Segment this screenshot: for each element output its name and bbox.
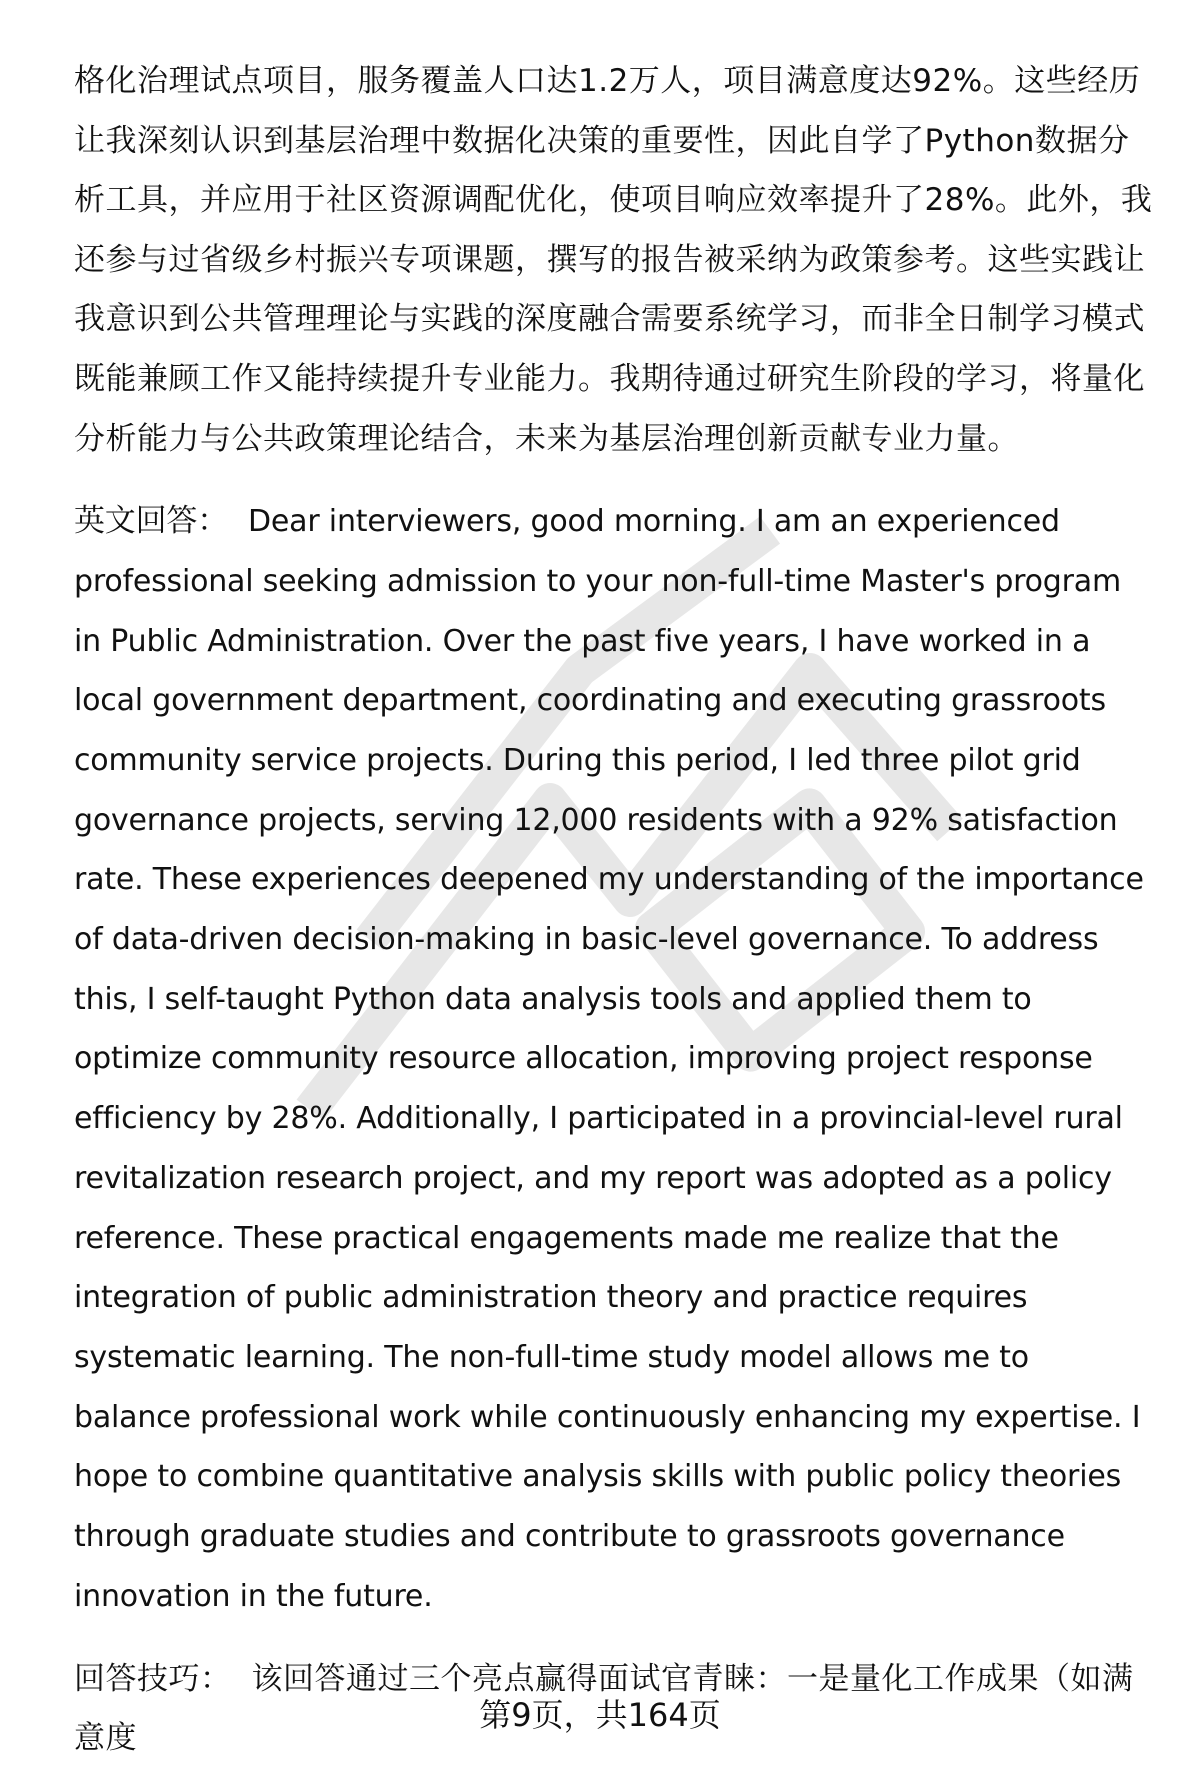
content-area [74,52,1154,1792]
page-number-footer: 第9页，共164页 [479,1696,721,1734]
english-answer-paragraph [74,492,1154,1626]
chinese-answer-paragraph: 格化治理试点项目，服务覆盖人口达1.2万人，项目满意度达92%。这些经历让我深刻认识到基层治理中数据化决策的重要性，因此自学了Python数据分析工具，并应用于社区资源调配优化，使项目响应效率提升了28%。此外，我还参与过省级乡村振兴专项课题，撰写的报告被采纳为政策参考。这些实践让我意识到公共管理理论与实践的深度融合需要系统学习，而非全日制学习模式既能兼顾工作又能持续提升专业能力。我期待通过研究生阶段的学习，将量化分析能力与公共政策理论结合，未来为基层治理创新贡献专业力量。 [74,63,1153,457]
answer-tips-label: 回答技巧： [74,1660,232,1697]
english-answer-text: Dear interviewers, good morning. I am an experienced professional seeking admission to your non-full-time Master's program in Public Administration. Over the past five years, I have worked in a local government department, coordinating and executing grassroots community service projects. During this period, I led three pilot grid governance projects, serving 12,000 residents with a 92% satisfaction rate. These experiences deepened my understanding of the importance of data-driven decision-making in basic-level governance. To address this, I self-taught Python data analysis tools and applied them to optimize community resource allocation, improving project response efficiency by 28%. Additionally, I participated in a provincial-level rural revitalization research project, and my report was adopted as a policy reference. These practical engagements made me realize that the integration of public administration theory and practice requires systematic learning. The non-full-time study model allows me to balance professional work while continuously enhancing my expertise. I hope to combine quantitative analysis skills with public policy theories through graduate studies and contribute to grassroots governance innovation in the future. [74,504,1144,1614]
english-answer-label: 英文回答： [74,503,228,540]
answer-tips-text: 该回答通过三个亮点赢得面试官青睐：一是量化工作成果（如满意度 [74,1660,1134,1757]
